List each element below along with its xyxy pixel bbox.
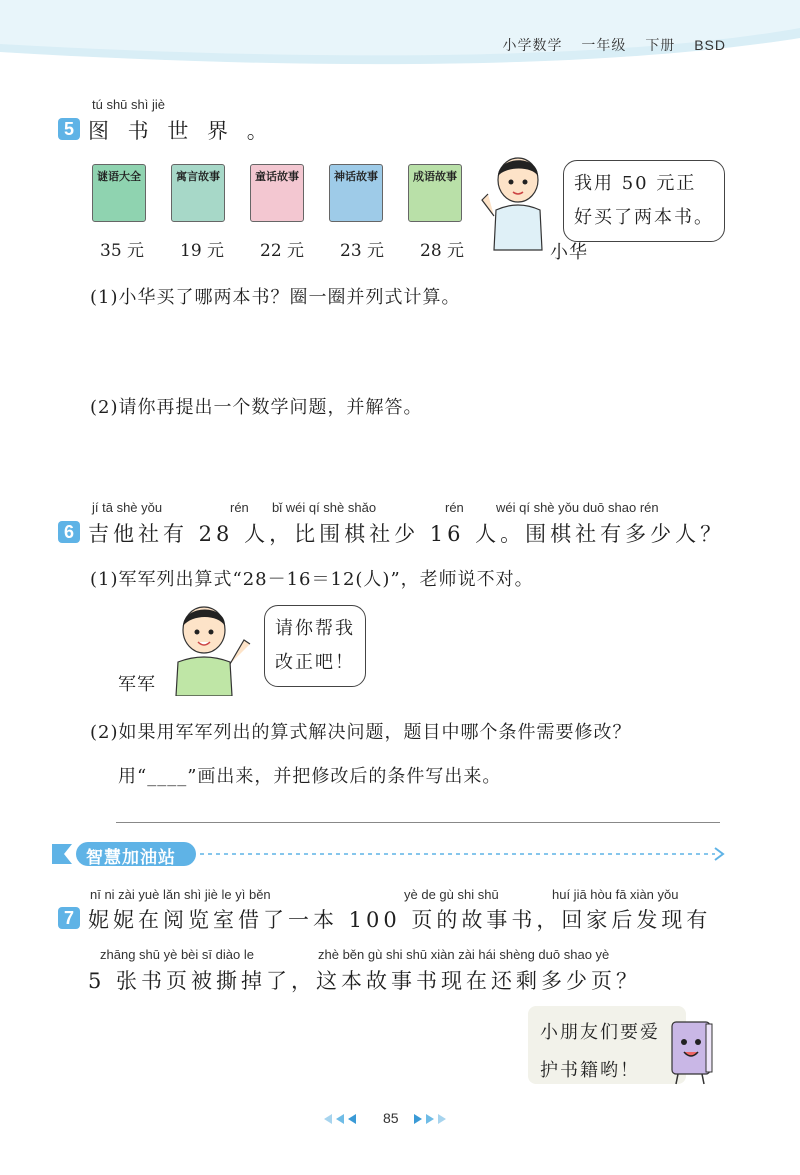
- q6-part2b: 用“____”画出来，并把修改后的条件写出来。: [118, 766, 502, 787]
- page-number: 85: [383, 1110, 399, 1126]
- header-info: [489, 35, 726, 55]
- speech-line: 我用 50 元正: [574, 173, 697, 194]
- q5-speech-bubble: [563, 160, 725, 242]
- q7-pinyin: yè de gù shi shū: [404, 887, 499, 902]
- book-price: 23 元: [340, 241, 385, 261]
- q7-pinyin: nī ni zài yuè lǎn shì jiè le yì běn: [90, 887, 271, 902]
- book-mascot-icon: [664, 1016, 720, 1088]
- book-cover-riddles: [92, 164, 146, 222]
- boy-junjun-illustration: [164, 600, 254, 696]
- book-title: 寓言故事: [176, 170, 220, 183]
- speech-line: 请你帮我: [275, 618, 355, 639]
- answer-line: [116, 822, 720, 823]
- q5-number: 5: [58, 118, 80, 140]
- q7-line2: 5 张书页被撕掉了，这本故事书现在还剩多少页？: [88, 969, 642, 993]
- q6-pinyin: rén: [230, 500, 249, 515]
- q6-pinyin: rén: [445, 500, 464, 515]
- speech-line: 好买了两本书。: [574, 207, 714, 228]
- tip-line: 小朋友们要爱: [540, 1022, 660, 1043]
- q6-speech-bubble: [264, 605, 366, 687]
- q6-pinyin: wéi qí shè yǒu duō shao rén: [496, 500, 659, 515]
- q7-line1: 妮妮在阅览室借了一本 100 页的故事书，回家后发现有: [88, 908, 712, 932]
- book-title: 神话故事: [334, 170, 378, 183]
- q6-pinyin: bǐ wéi qí shè shǎo: [272, 500, 377, 515]
- q5-part1: (1)小华买了哪两本书？圈一圈并列式计算。: [90, 287, 461, 308]
- boy-xiaohua-illustration: [476, 150, 556, 255]
- book-price: 28 元: [420, 241, 465, 261]
- q7-pinyin: zhāng shū yè bèi sī diào le: [100, 947, 254, 962]
- q6-text: 吉他社有 28 人，比围棋社少 16 人。围棋社有多少人？: [88, 522, 726, 546]
- q6-pinyin: jí tā shè yǒu: [92, 500, 163, 515]
- book-cover-myths: [329, 164, 383, 222]
- book-price: 19 元: [180, 241, 225, 261]
- q6-part1: (1)军军列出算式“28－16＝12(人)”，老师说不对。: [90, 569, 534, 590]
- q6-part2: (2)如果用军军列出的算式解决问题，题目中哪个条件需要修改？: [90, 722, 632, 743]
- prev-arrows-icon: [322, 1112, 366, 1126]
- book-price: 22 元: [260, 241, 305, 261]
- book-title: 成语故事: [413, 170, 457, 183]
- book-title: 谜语大全: [97, 170, 141, 183]
- bonus-banner-title: 智慧加油站: [86, 848, 176, 867]
- book-cover-fairy-tales: [250, 164, 304, 222]
- q5-pinyin: tú shū shì jiè: [92, 97, 165, 112]
- q7-number: 7: [58, 907, 80, 929]
- q5-part2: (2)请你再提出一个数学问题，并解答。: [90, 397, 423, 418]
- book-cover-idioms: [408, 164, 462, 222]
- q6-number: 6: [58, 521, 80, 543]
- header-grade: 一年级: [581, 37, 627, 53]
- q7-pinyin: huí jiā hòu fā xiàn yǒu: [552, 887, 679, 902]
- header-subject: 小学数学: [502, 37, 563, 53]
- book-title: 童话故事: [255, 170, 299, 183]
- speech-line: 改正吧！: [275, 652, 355, 673]
- tip-line: 护书籍哟！: [540, 1060, 640, 1081]
- q5-title: 图 书 世 界 。: [88, 119, 274, 143]
- header-edition: BSD: [694, 37, 726, 53]
- character-name-junjun: 军军: [118, 674, 156, 695]
- header-volume: 下册: [645, 37, 676, 53]
- next-arrows-icon: [412, 1112, 456, 1126]
- book-cover-fables: [171, 164, 225, 222]
- q7-pinyin: zhè běn gù shi shū xiàn zài hái shèng duō shao yè: [318, 947, 610, 962]
- character-name-xiaohua: 小华: [550, 242, 588, 263]
- book-price: 35 元: [100, 241, 145, 261]
